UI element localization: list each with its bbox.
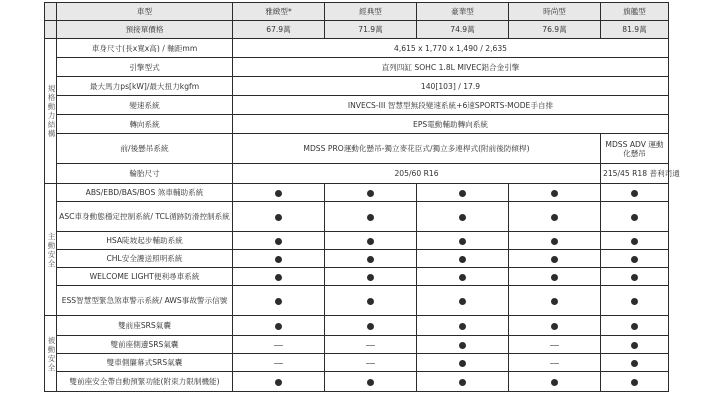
standard-dot-icon: [459, 214, 466, 221]
standard-dot-icon: [367, 256, 374, 263]
row-label: 雙前座側邊SRS氣囊: [57, 336, 233, 354]
row-label: 預接單價格: [57, 21, 233, 39]
row-value: EPS電動輔助轉向系統: [233, 115, 669, 134]
equipment-cell: [233, 286, 325, 316]
standard-dot-icon: [551, 298, 558, 305]
equipment-cell: [417, 232, 509, 250]
standard-dot-icon: [367, 238, 374, 245]
row-value: 4,615 x 1,770 x 1,490 / 2,635: [233, 39, 669, 58]
standard-dot-icon: [275, 274, 282, 281]
equipment-cell: [325, 336, 417, 354]
equipment-cell: [601, 336, 669, 354]
equipment-cell: [601, 316, 669, 336]
row-label: 雙前座安全帶自動預緊功能(附束力限制機能): [57, 372, 233, 392]
standard-dot-icon: [551, 256, 558, 263]
standard-dot-icon: [631, 379, 638, 386]
standard-dot-icon: [459, 190, 466, 197]
table-row: [45, 164, 669, 184]
standard-dot-icon: [631, 323, 638, 330]
row-label: CHL安全護送照明系統: [57, 250, 233, 268]
standard-dot-icon: [459, 238, 466, 245]
equipment-cell: [601, 372, 669, 392]
standard-dot-icon: [631, 342, 638, 349]
equipment-cell: [233, 336, 325, 354]
row-label: ESS智慧型緊急煞車警示系統/ AWS事故警示信號: [57, 286, 233, 316]
equipment-cell: [233, 354, 325, 372]
equipment-cell: [417, 336, 509, 354]
standard-dot-icon: [631, 298, 638, 305]
standard-dot-icon: [367, 190, 374, 197]
standard-dot-icon: [367, 298, 374, 305]
equipment-cell: [509, 250, 601, 268]
equipment-cell: [233, 316, 325, 336]
equipment-cell: [601, 202, 669, 232]
not-available-dash-icon: [366, 363, 375, 364]
standard-dot-icon: [459, 379, 466, 386]
row-value: 直列四缸 SOHC 1.8L MIVEC鋁合金引擎: [233, 58, 669, 77]
equipment-cell: [601, 232, 669, 250]
equipment-cell: [417, 202, 509, 232]
standard-dot-icon: [551, 214, 558, 221]
standard-dot-icon: [459, 298, 466, 305]
row-label: ASC車身動態穩定控制系統/ TCL循跡防滑控制系統: [57, 202, 233, 232]
price-value: 67.9萬: [233, 21, 325, 39]
equipment-cell: [509, 232, 601, 250]
table-row: [45, 77, 669, 96]
model-header: 時尚型: [509, 3, 601, 21]
row-value: MDSS ADV 運動化懸吊: [601, 134, 669, 164]
equipment-cell: [325, 232, 417, 250]
not-available-dash-icon: [550, 363, 559, 364]
table-row: [45, 316, 669, 336]
equipment-cell: [325, 184, 417, 202]
standard-dot-icon: [275, 190, 282, 197]
section-label-spec: 規格動力結構: [45, 39, 57, 184]
price-value: 71.9萬: [325, 21, 417, 39]
standard-dot-icon: [367, 379, 374, 386]
table-row: [45, 232, 669, 250]
header-row: [45, 3, 669, 21]
standard-dot-icon: [367, 323, 374, 330]
model-header: 雅緻型*: [233, 3, 325, 21]
equipment-cell: [417, 286, 509, 316]
table-row: [45, 354, 669, 372]
corner-cell: [45, 21, 57, 39]
standard-dot-icon: [275, 379, 282, 386]
equipment-cell: [325, 268, 417, 286]
spec-table: [44, 2, 680, 392]
table-row: [45, 250, 669, 268]
header-label: 車型: [57, 3, 233, 21]
row-label: 引擎型式: [57, 58, 233, 77]
equipment-cell: [233, 268, 325, 286]
row-value: 215/45 R18 普利司通: [601, 164, 669, 184]
table-row: [45, 96, 669, 115]
equipment-cell: [509, 372, 601, 392]
price-row: [45, 21, 669, 39]
equipment-cell: [417, 184, 509, 202]
row-label: 轉向系統: [57, 115, 233, 134]
price-value: 76.9萬: [509, 21, 601, 39]
standard-dot-icon: [631, 360, 638, 367]
row-label: 最大馬力ps[kW]/最大扭力kgfm: [57, 77, 233, 96]
standard-dot-icon: [551, 274, 558, 281]
row-label: HSA陡坡起步輔助系統: [57, 232, 233, 250]
row-value: MDSS PRO運動化懸吊-獨立麥花臣式/獨立多連桿式(附前後防傾桿): [233, 134, 601, 164]
price-value: 74.9萬: [417, 21, 509, 39]
equipment-cell: [417, 250, 509, 268]
standard-dot-icon: [459, 360, 466, 367]
equipment-cell: [325, 316, 417, 336]
equipment-cell: [601, 184, 669, 202]
table-row: [45, 115, 669, 134]
standard-dot-icon: [551, 190, 558, 197]
standard-dot-icon: [367, 274, 374, 281]
equipment-cell: [233, 250, 325, 268]
row-label: 前/後懸吊系統: [57, 134, 233, 164]
equipment-cell: [325, 286, 417, 316]
standard-dot-icon: [275, 238, 282, 245]
standard-dot-icon: [459, 342, 466, 349]
equipment-cell: [325, 250, 417, 268]
equipment-cell: [417, 268, 509, 286]
table-row: [45, 58, 669, 77]
table-row: [45, 184, 669, 202]
equipment-cell: [417, 316, 509, 336]
standard-dot-icon: [631, 190, 638, 197]
table-row: [45, 202, 669, 232]
standard-dot-icon: [275, 323, 282, 330]
row-value: 140[103] / 17.9: [233, 77, 669, 96]
row-label: 雙車側簾幕式SRS氣囊: [57, 354, 233, 372]
row-label: 變速系統: [57, 96, 233, 115]
equipment-cell: [601, 268, 669, 286]
row-label: ABS/EBD/BAS/BOS 煞車輔助系統: [57, 184, 233, 202]
standard-dot-icon: [459, 256, 466, 263]
section-label-passive: 被動安全: [45, 316, 57, 392]
table-row: [45, 268, 669, 286]
model-header: 旗艦型: [601, 3, 669, 21]
standard-dot-icon: [631, 214, 638, 221]
active-safety-group: [45, 184, 669, 316]
table-row: [45, 286, 669, 316]
standard-dot-icon: [459, 323, 466, 330]
model-header: 豪華型: [417, 3, 509, 21]
corner-cell: [45, 3, 57, 21]
equipment-cell: [509, 268, 601, 286]
equipment-cell: [509, 316, 601, 336]
model-header: 經典型: [325, 3, 417, 21]
equipment-cell: [233, 202, 325, 232]
standard-dot-icon: [551, 323, 558, 330]
row-value: 205/60 R16: [233, 164, 601, 184]
equipment-cell: [417, 354, 509, 372]
table-row: [45, 134, 669, 164]
passive-safety-group: [45, 316, 669, 392]
equipment-cell: [509, 286, 601, 316]
equipment-cell: [233, 232, 325, 250]
not-available-dash-icon: [274, 363, 283, 364]
standard-dot-icon: [367, 214, 374, 221]
equipment-cell: [417, 372, 509, 392]
standard-dot-icon: [275, 256, 282, 263]
equipment-cell: [601, 354, 669, 372]
equipment-cell: [509, 184, 601, 202]
standard-dot-icon: [551, 238, 558, 245]
price-value: 81.9萬: [601, 21, 669, 39]
row-value: INVECS-III 智慧型無段變速系統+6速SPORTS-MODE手自排: [233, 96, 669, 115]
table-row: [45, 372, 669, 392]
row-label: 雙前座SRS氣囊: [57, 316, 233, 336]
equipment-cell: [509, 354, 601, 372]
equipment-cell: [509, 202, 601, 232]
standard-dot-icon: [459, 274, 466, 281]
standard-dot-icon: [631, 256, 638, 263]
not-available-dash-icon: [366, 345, 375, 346]
equipment-cell: [509, 336, 601, 354]
equipment-cell: [325, 354, 417, 372]
equipment-cell: [325, 372, 417, 392]
standard-dot-icon: [275, 214, 282, 221]
equipment-cell: [233, 372, 325, 392]
section-label-active: 主動安全: [45, 184, 57, 316]
row-label: WELCOME LIGHT便利尋車系統: [57, 268, 233, 286]
not-available-dash-icon: [550, 345, 559, 346]
not-available-dash-icon: [274, 345, 283, 346]
equipment-cell: [233, 184, 325, 202]
table-row: [45, 39, 669, 58]
row-label: 輪胎尺寸: [57, 164, 233, 184]
equipment-cell: [325, 202, 417, 232]
equipment-cell: [601, 286, 669, 316]
table-row: [45, 336, 669, 354]
equipment-cell: [601, 250, 669, 268]
standard-dot-icon: [551, 379, 558, 386]
standard-dot-icon: [631, 274, 638, 281]
standard-dot-icon: [275, 298, 282, 305]
standard-dot-icon: [631, 238, 638, 245]
row-label: 車身尺寸(長x寬x高) / 軸距mm: [57, 39, 233, 58]
